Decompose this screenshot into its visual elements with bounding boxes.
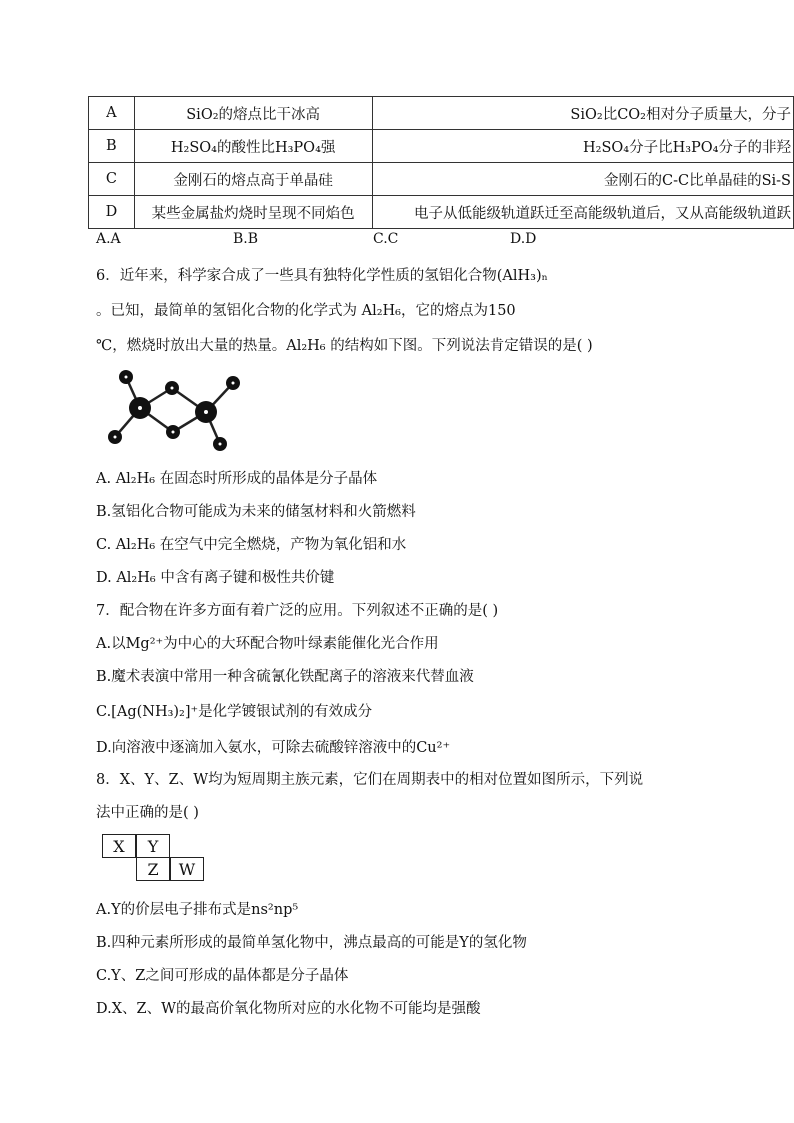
q5-answer-c: C.C: [373, 231, 399, 247]
q6-option-c: C. Al₂H₆ 在空气中完全燃烧，产物为氧化铝和水: [96, 537, 407, 553]
row-fact: 金刚石的熔点高于单晶硅: [134, 163, 372, 196]
element-cell-w: W: [170, 857, 204, 881]
q7-stem: 7．配合物在许多方面有着广泛的应用。下列叙述不正确的是( ): [96, 603, 499, 619]
q6-stem-line2: 。已知，最简单的氢铝化合物的化学式为 Al₂H₆，它的熔点为150: [96, 303, 516, 319]
q5-answer-d: D.D: [510, 231, 537, 247]
row-letter: C: [89, 163, 135, 196]
q7-option-d: D.向溶液中逐滴加入氨水，可除去硫酸锌溶液中的Cu²⁺: [96, 740, 451, 756]
q6-option-a: A. Al₂H₆ 在固态时所形成的晶体是分子晶体: [96, 471, 378, 487]
table-row: [89, 163, 794, 196]
q5-answer-a: A.A: [96, 231, 121, 247]
row-letter: B: [89, 130, 135, 163]
q8-option-a: A.Y的价层电子排布式是ns²np⁵: [96, 902, 299, 918]
q7-option-c: C.[Ag(NH₃)₂]⁺是化学镀银试剂的有效成分: [96, 704, 373, 720]
options-table: [88, 96, 794, 229]
q6-option-b: B.氢铝化合物可能成为未来的储氢材料和火箭燃料: [96, 504, 416, 520]
q6-option-d: D. Al₂H₆ 中含有离子键和极性共价键: [96, 570, 335, 586]
element-cell-x: X: [102, 834, 136, 858]
q6-stem-line3: ℃，燃烧时放出大量的热量。Al₂H₆ 的结构如下图。下列说法肯定错误的是( ): [96, 338, 593, 354]
table-row: [89, 130, 794, 163]
q8-option-d: D.X、Z、W的最高价氧化物所对应的水化物不可能均是强酸: [96, 1001, 481, 1017]
q8-option-c: C.Y、Z之间可形成的晶体都是分子晶体: [96, 968, 349, 984]
q5-answer-b: B.B: [233, 231, 259, 247]
q8-option-b: B.四种元素所形成的最简单氢化物中，沸点最高的可能是Y的氢化物: [96, 935, 527, 951]
table-row: [89, 196, 794, 229]
element-cell-z: Z: [136, 857, 170, 881]
q7-option-a: A.以Mg²⁺为中心的大环配合物叶绿素能催化光合作用: [96, 636, 439, 652]
row-reason: 金刚石的C-C比单晶硅的Si-S: [372, 163, 793, 196]
row-fact: H₂SO₄的酸性比H₃PO₄强: [134, 130, 372, 163]
row-letter: A: [89, 97, 135, 130]
al2h6-structure-diagram: [100, 364, 250, 454]
row-reason: SiO₂比CO₂相对分子质量大，分子: [372, 97, 793, 130]
table-row: [89, 97, 794, 130]
element-cell-y: Y: [136, 834, 170, 858]
row-reason: H₂SO₄分子比H₃PO₄分子的非羟: [372, 130, 793, 163]
row-letter: D: [89, 196, 135, 229]
q8-stem-line2: 法中正确的是( ): [96, 805, 199, 821]
row-reason: 电子从低能级轨道跃迁至高能级轨道后，又从高能级轨道跃: [372, 196, 793, 229]
row-fact: SiO₂的熔点比干冰高: [134, 97, 372, 130]
q6-stem-line1: 6．近年来，科学家合成了一些具有独特化学性质的氢铝化合物(AlH₃)ₙ: [96, 268, 548, 284]
row-fact: 某些金属盐灼烧时呈现不同焰色: [134, 196, 372, 229]
q7-option-b: B.魔术表演中常用一种含硫氰化铁配离子的溶液来代替血液: [96, 669, 474, 685]
q8-stem-line1: 8．X、Y、Z、W均为短周期主族元素，它们在周期表中的相对位置如图所示，下列说: [96, 772, 644, 788]
